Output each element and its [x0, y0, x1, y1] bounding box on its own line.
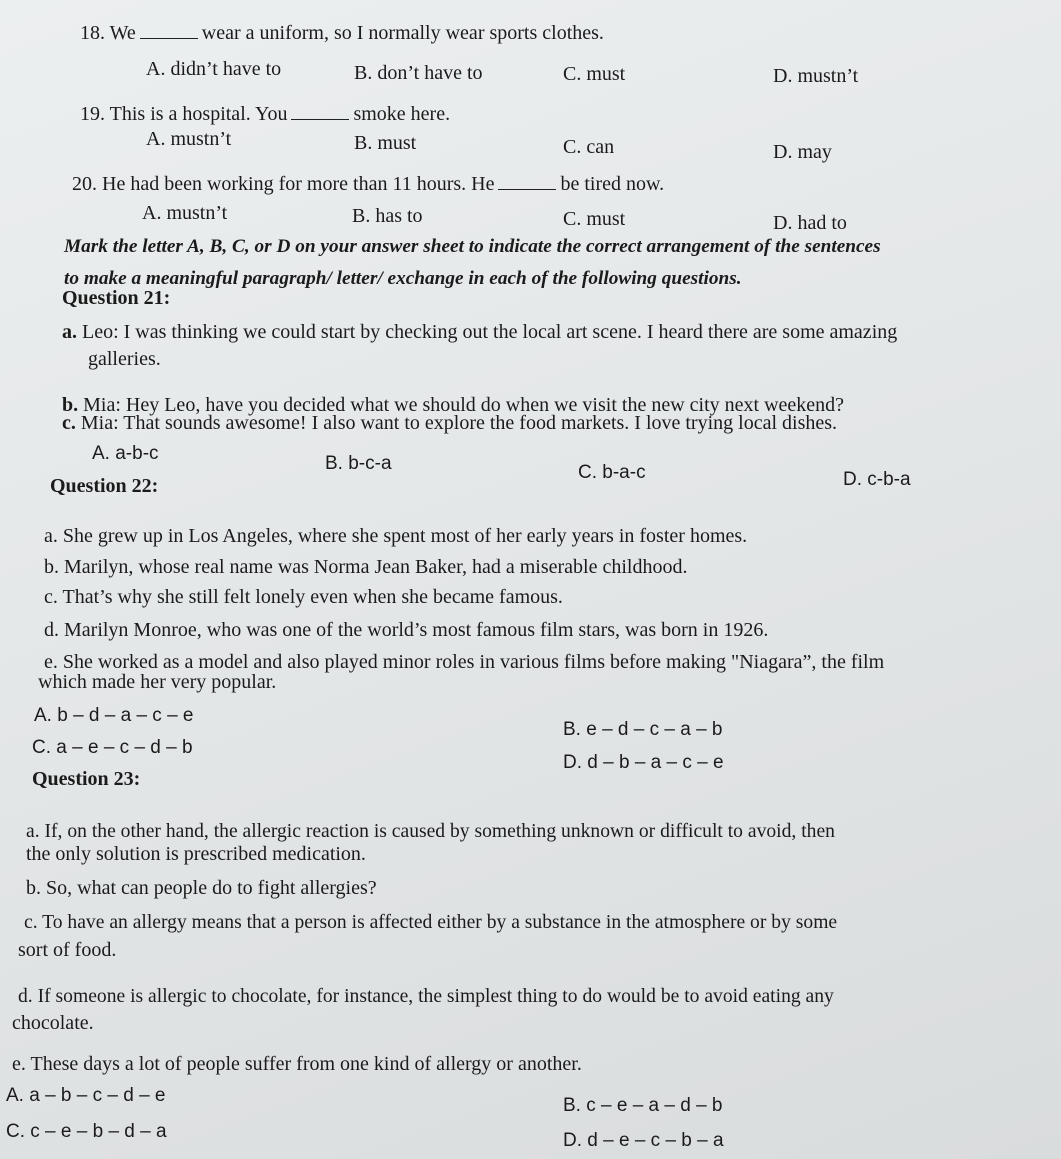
q19-option-d: D. may	[773, 141, 832, 163]
q20-option-d: D. had to	[773, 212, 847, 234]
q20-option-b: B. has to	[352, 205, 423, 227]
q22-sentence-e: e. She worked as a model and also played minor roles in various films before making "Niagara”, the film	[44, 651, 885, 673]
q23-sentence-d: d. If someone is allergic to chocolate, for instance, the simplest thing to do would be to avoid eating any	[18, 986, 834, 1007]
question-21-title: Question 21:	[62, 287, 171, 309]
q19-option-c: C. can	[563, 136, 615, 158]
q22-option-c: C. a – e – c – d – b	[32, 737, 193, 758]
question-number: 18.	[80, 22, 105, 44]
question-23-title: Question 23:	[32, 768, 141, 790]
q23-sentence-a-cont: the only solution is prescribed medication.	[26, 843, 366, 865]
question-22-title: Question 22:	[50, 475, 159, 497]
q21-option-b: B. b-c-a	[325, 453, 392, 474]
q21-option-d: D. c-b-a	[843, 469, 911, 490]
q23-sentence-c: c. To have an allergy means that a person is affected either by a substance in the atmosphere or by some	[24, 912, 838, 933]
q20-option-a: A. mustn’t	[142, 202, 228, 224]
q23-option-c: C. c – e – b – d – a	[6, 1121, 167, 1142]
q23-sentence-c-cont: sort of food.	[18, 939, 117, 961]
q19-option-a: A. mustn’t	[146, 128, 232, 150]
q18-option-d: D. mustn’t	[773, 65, 859, 87]
q22-sentence-a: a. She grew up in Los Angeles, where she spent most of her early years in foster homes.	[44, 525, 748, 547]
q18-option-b: B. don’t have to	[354, 62, 483, 84]
question-number: 20.	[72, 173, 97, 195]
q21-sentence-c: c. Mia: That sounds awesome! I also want to explore the food markets. I love trying local dishes.	[62, 412, 838, 434]
q18-option-c: C. must	[563, 63, 626, 85]
q22-sentence-b: b. Marilyn, whose real name was Norma Jean Baker, had a miserable childhood.	[44, 556, 688, 578]
question-number: 19.	[80, 103, 105, 125]
instruction-line-1: Mark the letter A, B, C, or D on your answer sheet to indicate the correct arrangement of the sentences	[64, 236, 881, 257]
q22-sentence-c: c. That’s why she still felt lonely even when she became famous.	[44, 586, 563, 608]
q23-option-a: A. a – b – c – d – e	[6, 1085, 166, 1106]
q23-option-d: D. d – e – c – b – a	[563, 1130, 724, 1151]
answer-blank	[291, 101, 349, 120]
q22-sentence-d: d. Marilyn Monroe, who was one of the world’s most famous film stars, was born in 1926.	[44, 619, 769, 641]
instruction-line-2: to make a meaningful paragraph/ letter/ exchange in each of the following questions.	[64, 268, 742, 289]
q21-sentence-b: b. Mia: Hey Leo, have you decided what we should do when we visit the new city next weekend?	[62, 394, 845, 416]
q22-option-d: D. d – b – a – c – e	[563, 752, 724, 773]
q19-option-b: B. must	[354, 132, 417, 154]
q22-option-a: A. b – d – a – c – e	[34, 705, 194, 726]
question-19-stem: 19. This is a hospital. You smoke here.	[80, 103, 451, 125]
question-20-stem: 20. He had been working for more than 11 hours. He be tired now.	[72, 173, 665, 195]
question-18-stem: 18. We wear a uniform, so I normally wear sports clothes.	[80, 22, 604, 44]
q23-sentence-a: a. If, on the other hand, the allergic reaction is caused by something unknown or difficult to avoid, then	[26, 821, 835, 842]
q23-option-b: B. c – e – a – d – b	[563, 1095, 723, 1116]
answer-blank	[140, 20, 198, 39]
answer-blank	[498, 171, 556, 190]
q23-sentence-d-cont: chocolate.	[12, 1012, 94, 1034]
q22-sentence-e-cont: which made her very popular.	[38, 671, 277, 693]
q21-sentence-a-cont: galleries.	[88, 348, 161, 370]
q21-option-a: A. a-b-c	[92, 443, 159, 464]
q23-sentence-b: b. So, what can people do to fight allergies?	[26, 877, 377, 899]
q22-option-b: B. e – d – c – a – b	[563, 719, 723, 740]
q21-option-c: C. b-a-c	[578, 462, 646, 483]
q23-sentence-e: e. These days a lot of people suffer from one kind of allergy or another.	[12, 1053, 582, 1075]
q20-option-c: C. must	[563, 208, 626, 230]
q21-sentence-a: a. Leo: I was thinking we could start by checking out the local art scene. I heard there are some amazing	[62, 321, 898, 343]
q18-option-a: A. didn’t have to	[146, 58, 282, 80]
